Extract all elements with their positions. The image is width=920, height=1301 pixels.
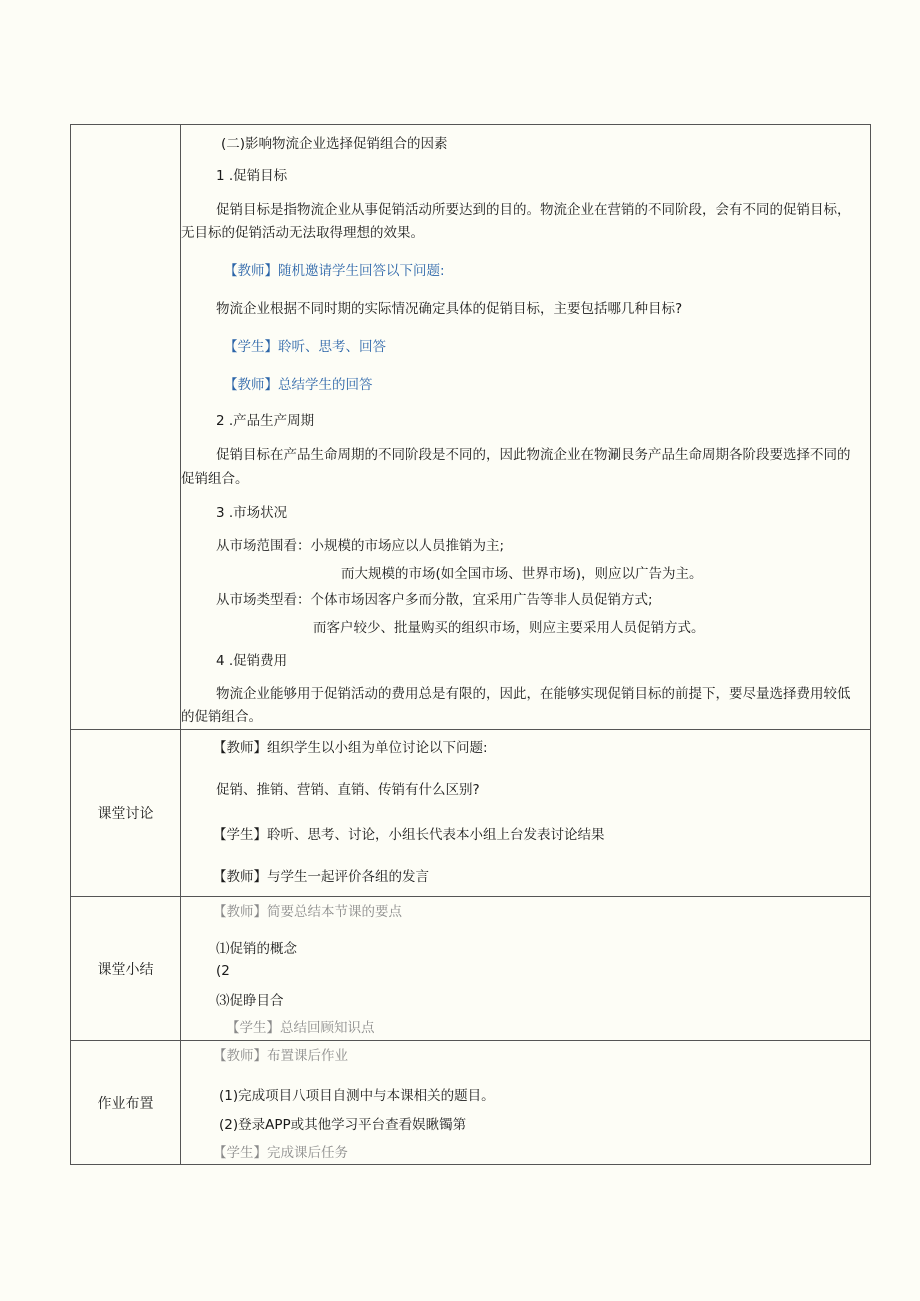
teacher-summary-text: 总结学生的回答 <box>278 377 373 393</box>
teacher-tag: 【教师】 <box>224 377 278 393</box>
market-scope-line1: 从市场范围看：小规模的市场应以人员推销为主; <box>216 538 505 554</box>
student-tag: 【学生】 <box>224 339 278 355</box>
content-cell <box>181 125 870 729</box>
summary-label: 课堂小结 <box>71 897 181 1040</box>
summary-point-1: ⑴促销的概念 <box>216 941 297 957</box>
lesson-plan-table <box>70 124 871 1165</box>
homework-student-line: 【学生】完成课后任务 <box>213 1145 348 1161</box>
summary-point-3: ⑶促睁目合 <box>216 993 284 1009</box>
discussion-row <box>71 729 870 896</box>
market-type-line2: 而客户较少、批量购买的组织市场，则应主要采用人员促销方式。 <box>313 620 705 636</box>
homework-label: 作业布置 <box>71 1041 181 1164</box>
student-text: 聆听、思考、回答 <box>278 339 386 355</box>
student-line <box>224 335 386 355</box>
homework-cell <box>181 1041 870 1164</box>
section-heading: (二)影响物流企业选择促销组合的因素 <box>221 136 448 152</box>
discussion-question: 促销、推销、营销、直销、传销有什么区别? <box>216 782 480 798</box>
discussion-student-line: 【学生】聆听、思考、讨论，小组长代表本小组上台发表讨论结果 <box>213 827 605 843</box>
homework-teacher-line: 【教师】布置课后作业 <box>213 1048 348 1064</box>
discussion-label: 课堂讨论 <box>71 730 181 896</box>
item3-title: 3 .市场状况 <box>216 505 288 521</box>
summary-point-2: (2 <box>216 963 230 979</box>
item4-paragraph-line1: 物流企业能够用于促销活动的费用总是有限的，因此，在能够实现促销目标的前提下，要尽量选择费用较低 <box>216 686 851 702</box>
item1-paragraph-line2: 无目标的促销活动无法取得理想的效果。 <box>181 225 424 241</box>
question-text: 物流企业根据不同时期的实际情况确定具体的促销目标，主要包括哪几种目标? <box>216 301 683 317</box>
item2-paragraph-line1: 促销目标在产品生命周期的不同阶段是不同的，因此物流企业在物涮艮务产品生命周期各阶段要选择不同的 <box>216 447 851 463</box>
item4-paragraph-line2: 的促销组合。 <box>181 709 262 725</box>
homework-task-2: (2)登录APP或其他学习平台查看娱瞅镯第 <box>219 1117 467 1133</box>
item1-paragraph-line1: 促销目标是指物流企业从事促销活动所要达到的目的。物流企业在营销的不同阶段，会有不同的促销目标， <box>216 202 851 218</box>
teacher-question-line <box>224 259 445 279</box>
row-label-empty <box>71 125 181 729</box>
market-scope-line2: 而大规模的市场(如全国市场、世界市场)，则应以广告为主。 <box>341 566 703 582</box>
summary-cell <box>181 897 870 1040</box>
homework-row <box>71 1040 870 1164</box>
teacher-summary-line <box>224 373 373 393</box>
item4-title: 4 .促销费用 <box>216 653 288 669</box>
item2-title: 2 .产品生产周期 <box>216 413 315 429</box>
teacher-question-text: 随机邀请学生回答以下问题: <box>278 263 445 279</box>
discussion-teacher-eval: 【教师】与学生一起评价各组的发言 <box>213 869 429 885</box>
summary-teacher-line: 【教师】简要总结本节课的要点 <box>213 904 402 920</box>
item1-title: 1 .促销目标 <box>216 168 288 184</box>
item2-paragraph-line2: 促销组合。 <box>181 471 249 487</box>
summary-student-line: 【学生】总结回顾知识点 <box>226 1020 375 1036</box>
discussion-teacher-line: 【教师】组织学生以小组为单位讨论以下问题: <box>213 740 488 756</box>
homework-task-1: (1)完成项目八项目自测中与本课相关的题目。 <box>219 1088 495 1104</box>
market-type-line1: 从市场类型看：个体市场因客户多而分散，宜采用广告等非人员促销方式; <box>216 592 653 608</box>
discussion-cell <box>181 730 870 896</box>
summary-row <box>71 896 870 1040</box>
teacher-tag: 【教师】 <box>224 263 278 279</box>
content-row <box>71 125 870 729</box>
